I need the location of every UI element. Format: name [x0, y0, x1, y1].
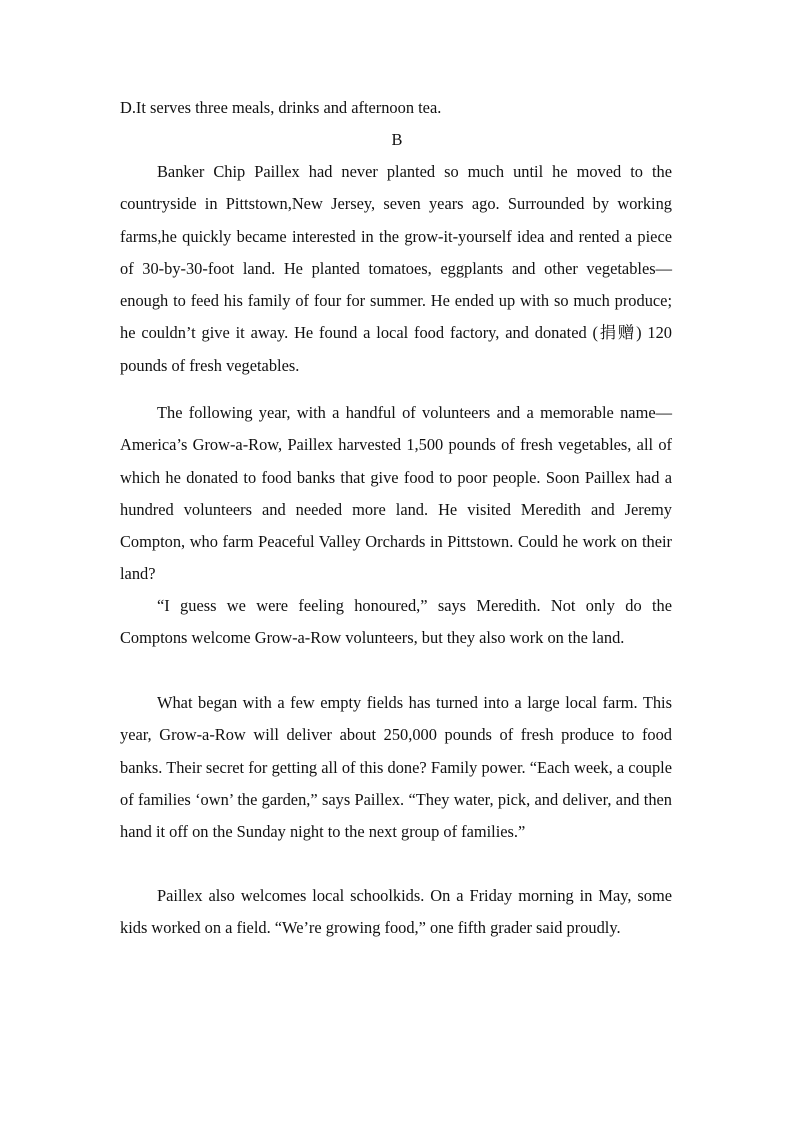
- answer-option-d: D.It serves three meals, drinks and afternoon tea.: [120, 98, 442, 117]
- paragraph-text: “I guess we were feeling honoured,” says Meredith. Not only do the Comptons welcome Grow-a-Row volunteers, but they also work on the land.: [120, 596, 672, 648]
- paragraph-text: The following year, with a handful of volunteers and a memorable name—America’s Grow-a-Row, Paillex harvested 1,500 pounds of fresh vegetables, all of which he donated to food banks that give food to poor people. Soon Paillex had a hundred volunteers and needed more land. He visited Meredith and Jeremy Compton, who farm Peaceful Valley Orchards in Pittstown. Could he work on their land?: [120, 403, 672, 584]
- passage-paragraph-5: [120, 880, 672, 945]
- passage-paragraph-3: [120, 590, 672, 655]
- section-label: B: [391, 130, 403, 149]
- paragraph-text: Paillex also welcomes local schoolkids. On a Friday morning in May, some kids worked on a field. “We’re growing food,” one fifth grader said proudly.: [120, 886, 672, 938]
- passage-paragraph-1: [120, 156, 672, 382]
- passage-paragraph-2: [120, 397, 672, 591]
- paragraph-text: What began with a few empty fields has turned into a large local farm. This year, Grow-a-Row will deliver about 250,000 pounds of fresh produce to food banks. Their secret for getting all of this done? Family power. “Each week, a couple of families ‘own’ the garden,” says Paillex. “They water, pick, and deliver, and then hand it off on the Sunday night to the next group of families.”: [120, 693, 672, 842]
- passage-paragraph-4: [120, 687, 672, 848]
- paragraph-text: Banker Chip Paillex had never planted so much until he moved to the countryside in Pittstown,New Jersey, seven years ago. Surrounded by working farms,he quickly became interested in the grow-it-yourself idea and rented a piece of 30-by-30-foot land. He planted tomatoes, eggplants and other vegetables—enough to feed his family of four for summer. He ended up with so much produce; he couldn’t give it away. He found a local food factory, and donated (捐赠) 120 pounds of fresh vegetables.: [120, 162, 672, 375]
